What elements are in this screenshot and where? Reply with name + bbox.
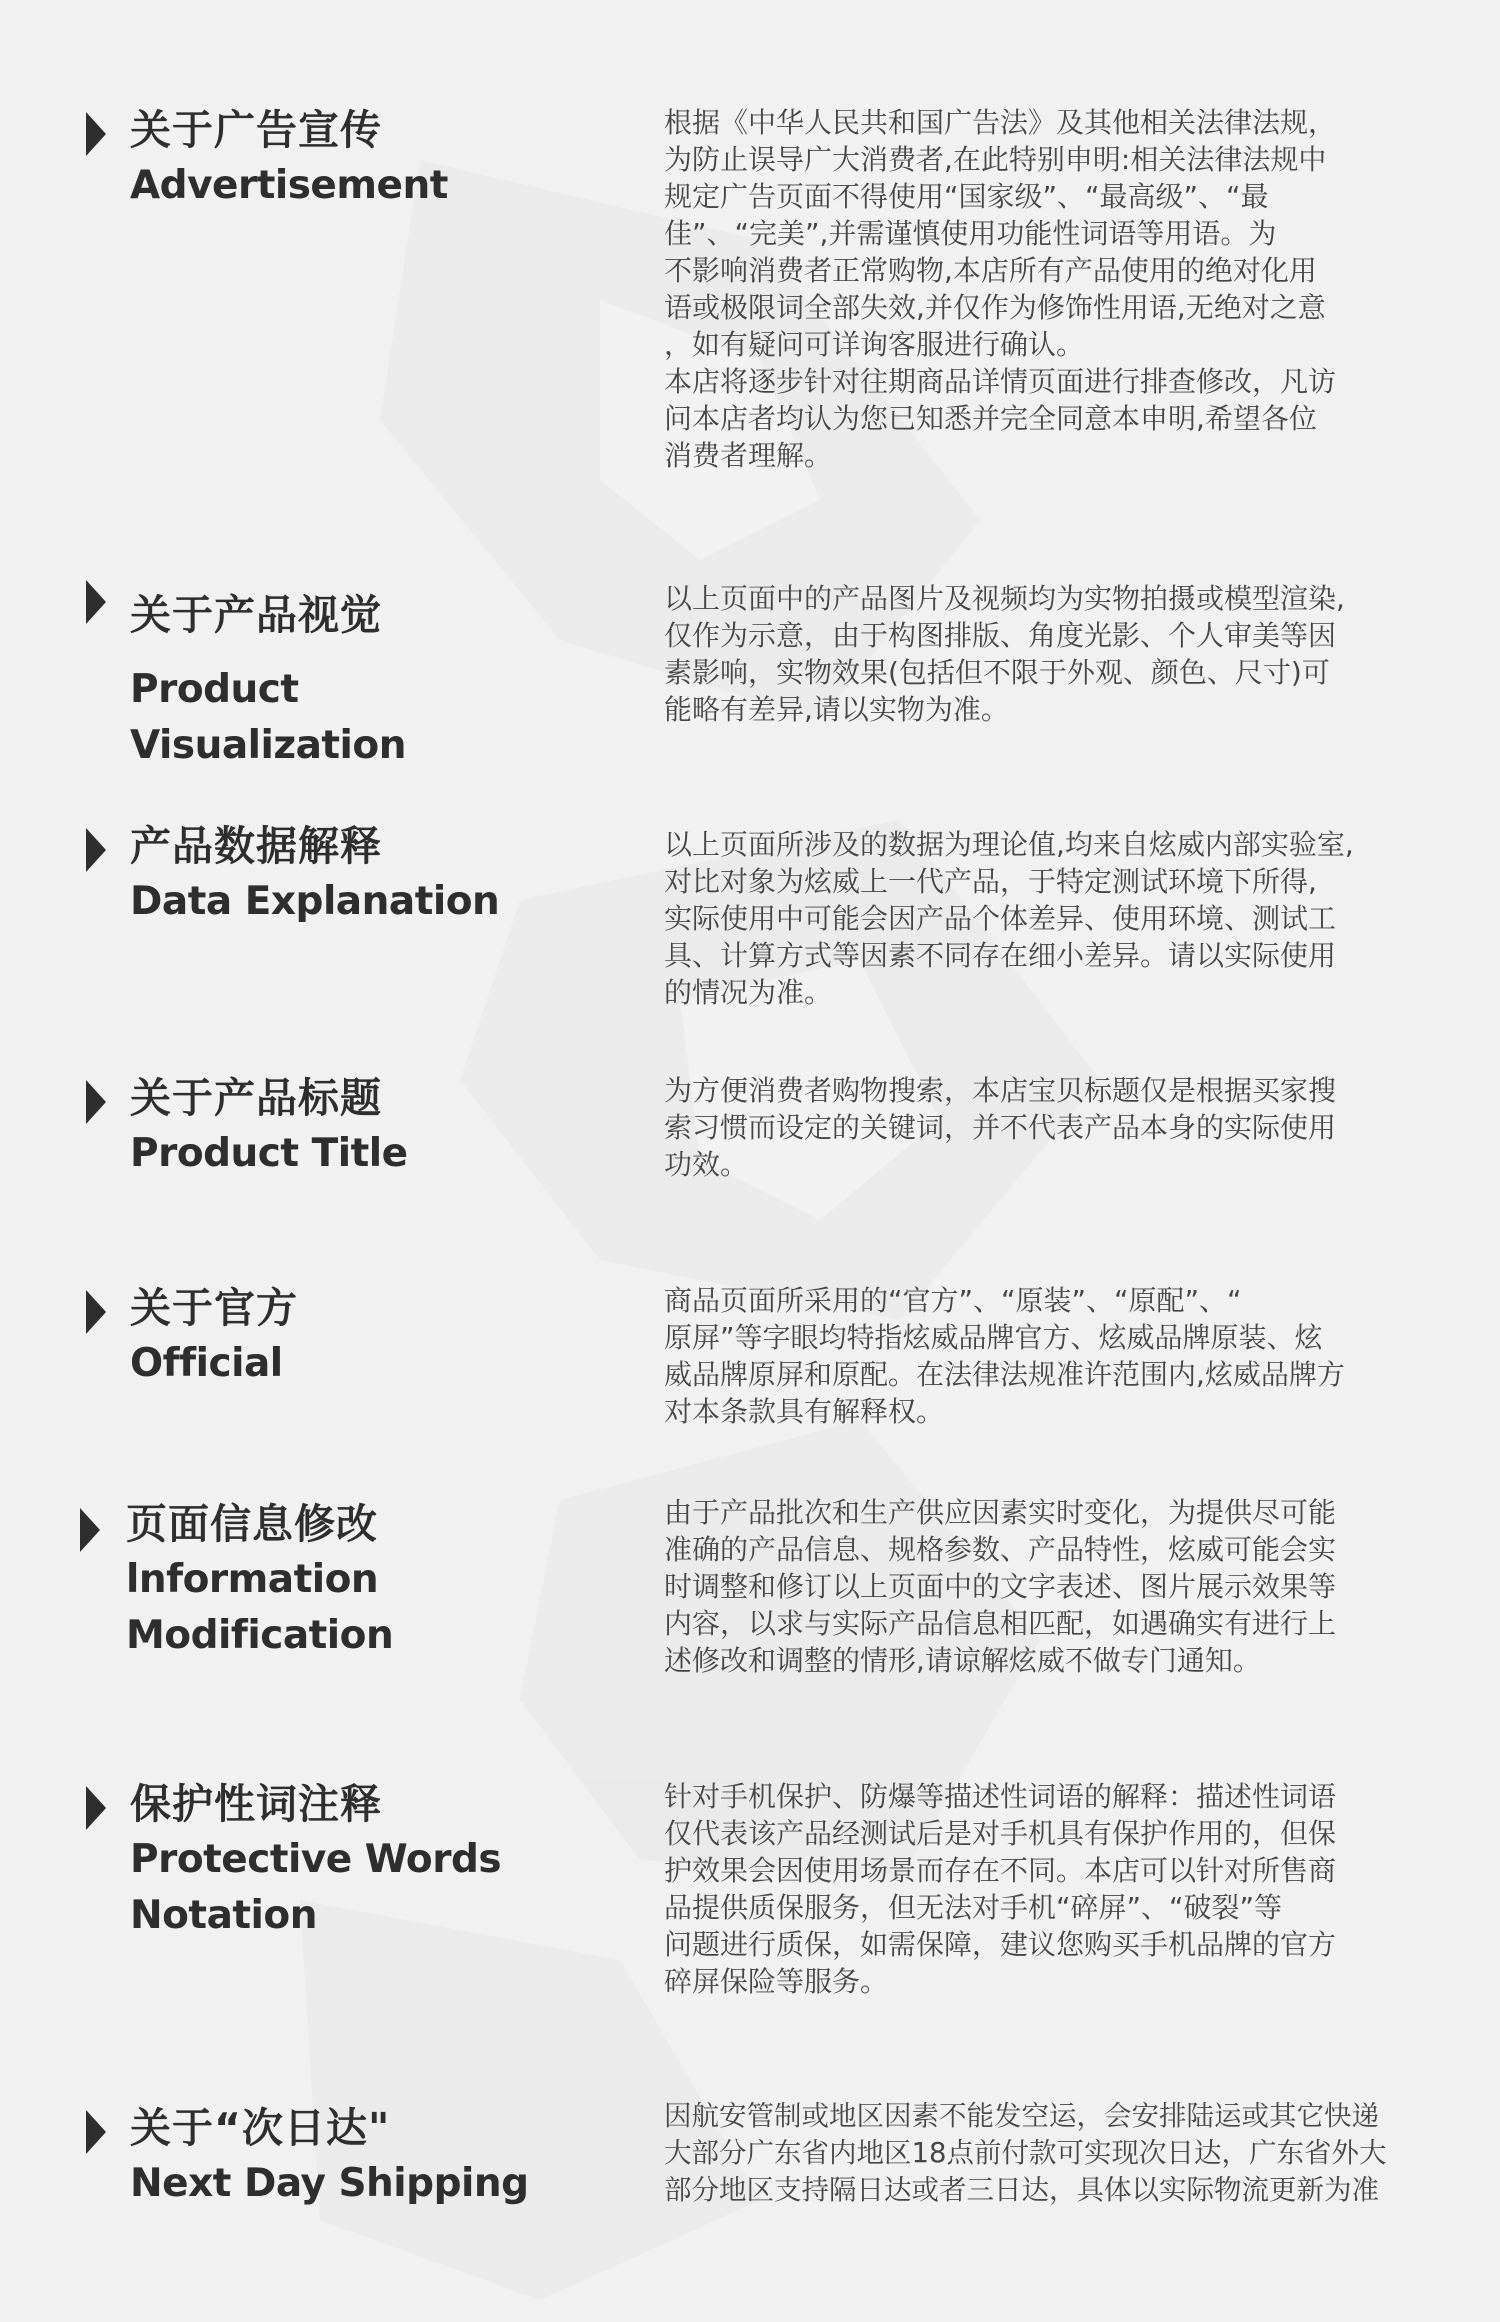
triangle-bullet-icon (86, 828, 106, 872)
section-title (130, 568, 650, 793)
section-title-en: lnformation Modification (126, 1557, 394, 1658)
section-title (130, 1280, 650, 1392)
section-title-zh: 产品数据解释 (130, 822, 382, 870)
section-title-en: Product Visualization (130, 667, 406, 768)
section-title-zh: 关于产品标题 (130, 1074, 382, 1122)
section-title-en: Data Explanation (130, 879, 500, 924)
section-title-en: Protective Words Notation (130, 1837, 502, 1938)
triangle-bullet-icon (86, 2110, 106, 2154)
section-title-en: Product Title (130, 1131, 408, 1176)
section-title-en: Advertisement (130, 163, 448, 208)
section-text: 为方便消费者购物搜索，本店宝贝标题仅是根据买家搜 索习惯而设定的关键词，并不代表产品本身的实际使用 功效。 (664, 1074, 1337, 1181)
triangle-bullet-icon (86, 580, 106, 624)
section-title (130, 102, 650, 214)
section-text: 根据《中华人民共和国广告法》及其他相关法律法规， 为防止误导广大消费者,在此特别申明:相关法律法规中 规定广告页面不得使用“国家级”、“最高级”、“最 佳”、“完美”,并需谨慎使用功能性词语等用语。为 不影响消费者正常购物,本店所有产品使用的绝对化用 语或极限词全部失效,并仅作为修饰性用语,无绝对之意 ，如有疑问可详询客服进行确认。 本店将逐步针对往期商品详情页面进行排查修改，凡访 问本店者均认为您已知悉并完全同意本申明,希望各位 消费者理解。 (664, 106, 1337, 472)
triangle-bullet-icon (86, 1786, 106, 1830)
section-title (130, 2100, 690, 2212)
section-title (130, 818, 650, 930)
section-title-zh: 页面信息修改 (126, 1500, 378, 1548)
section-text: 由于产品批次和生产供应因素实时变化，为提供尽可能 准确的产品信息、规格参数、产品特性，炫威可能会实 时调整和修订以上页面中的文字表述、图片展示效果等 内容，以求与实际产品信息相匹配，如遇确实有进行上 述修改和调整的情形,请谅解炫威不做专门通知。 (664, 1496, 1337, 1677)
section-text: 商品页面所采用的“官方”、“原装”、“原配”、“ 原屏”等字眼均特指炫威品牌官方、炫威品牌原装、炫 威品牌原屏和原配。在法律法规准许范围内,炫威品牌方 对本条款具有解释权。 (664, 1284, 1345, 1428)
section-title-en: Next Day Shipping (130, 2161, 529, 2206)
section-title (130, 1776, 650, 1944)
section-text: 以上页面所涉及的数据为理论值,均来自炫威内部实验室, 对比对象为炫威上一代产品，于特定测试环境下所得, 实际使用中可能会因产品个体差异、使用环境、测试工 具、计算方式等因素不同存在细小差异。请以实际使用 的情况为准。 (664, 828, 1354, 1009)
section-title-zh: 关于产品视觉 (130, 591, 382, 639)
section-title-zh: 关于“次日达" (130, 2104, 391, 2152)
section-text: 针对手机保护、防爆等描述性词语的解释：描述性词语 仅代表该产品经测试后是对手机具有保护作用的，但保 护效果会因使用场景而存在不同。本店可以针对所售商 品提供质保服务，但无法对手机“碎屏”、“破裂”等 问题进行质保，如需保障，建议您购买手机品牌的官方 碎屏保险等服务。 (664, 1780, 1337, 1998)
section-title (130, 1070, 650, 1182)
section-text: 以上页面中的产品图片及视频均为实物拍摄或模型渲染, 仅作为示意，由于构图排版、角度光影、个人审美等因 素影响，实物效果(包括但不限于外观、颜色、尺寸)可 能略有差异,请以实物为准。 (664, 582, 1345, 726)
triangle-bullet-icon (86, 112, 106, 156)
section-title-en: Official (130, 1341, 283, 1386)
section-title-zh: 关于广告宣传 (130, 106, 382, 154)
section-title-zh: 关于官方 (130, 1284, 298, 1332)
section-text: 因航安管制或地区因素不能发空运，会安排陆运或其它快递 大部分广东省内地区18点前付款可实现次日达，广东省外大 部分地区支持隔日达或者三日达，具体以实际物流更新为准 (664, 2100, 1387, 2206)
section-title-zh: 保护性词注释 (130, 1780, 382, 1828)
section-title (126, 1496, 646, 1664)
triangle-bullet-icon (86, 1080, 106, 1124)
triangle-bullet-icon (80, 1508, 100, 1552)
triangle-bullet-icon (86, 1290, 106, 1334)
